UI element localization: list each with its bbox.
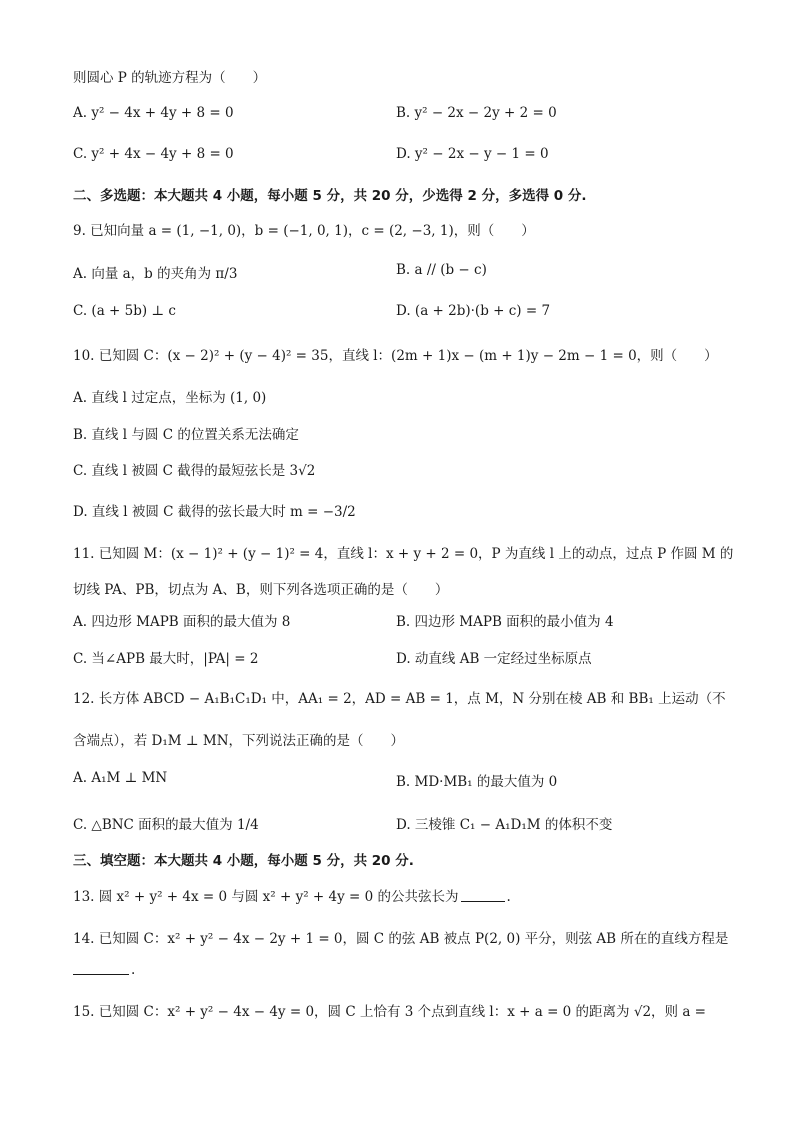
q11-option-c: C. 当∠APB 最大时，|PA| = 2 [73,651,259,667]
q9-option-b: B. a // (b − c) [396,262,487,278]
q11-option-b: B. 四边形 MAPB 面积的最小值为 4 [396,614,614,630]
q11-stem-line2: 切线 PA、PB，切点为 A、B，则下列各选项正确的是（ ） [73,582,449,598]
q8-option-b: B. y² − 2x − 2y + 2 = 0 [396,105,557,121]
q8-option-a: A. y² − 4x + 4y + 8 = 0 [73,105,234,121]
q10-option-a: A. 直线 l 过定点，坐标为 (1, 0) [73,390,267,406]
q9-option-c: C. (a + 5b) ⊥ c [73,303,176,319]
section-3-heading: 三、填空题：本大题共 4 小题，每小题 5 分，共 20 分. [73,853,414,869]
q10-stem: 10. 已知圆 C：(x − 2)² + (y − 4)² = 35，直线 l：(2m + 1)x − (m + 1)y − 2m − 1 = 0，则（ ） [73,348,718,364]
q11-option-d: D. 动直线 AB 一定经过坐标原点 [396,651,592,667]
q15-stem: 15. 已知圆 C：x² + y² − 4x − 4y = 0，圆 C 上恰有 3 个点到直线 l：x + a = 0 的距离为 √2，则 a = [73,1004,706,1020]
q8-option-c: C. y² + 4x − 4y + 8 = 0 [73,146,234,162]
q13 [73,885,511,905]
q12-option-c: C. △BNC 面积的最大值为 1/4 [73,817,259,833]
q9-option-d: D. (a + 2b)·(b + c) = 7 [396,303,551,319]
q9-option-a: A. 向量 a，b 的夹角为 π/3 [73,266,238,282]
q10-option-b: B. 直线 l 与圆 C 的位置关系无法确定 [73,427,299,443]
q12-stem-line1: 12. 长方体 ABCD − A₁B₁C₁D₁ 中，AA₁ = 2，AD = AB = 1，点 M，N 分别在棱 AB 和 BB₁ 上运动（不 [73,691,726,707]
q9-stem: 9. 已知向量 a = (1, −1, 0)，b = (−1, 0, 1)，c = (2, −3, 1)，则（ ） [73,223,535,239]
q13-stem: 13. 圆 x² + y² + 4x = 0 与圆 x² + y² + 4y = 0 的公共弦长为 [73,889,459,905]
q8-option-d: D. y² − 2x − y − 1 = 0 [396,146,549,162]
q14-stem: 14. 已知圆 C：x² + y² − 4x − 2y + 1 = 0，圆 C 的弦 AB 被点 P(2, 0) 平分，则弦 AB 所在的直线方程是 [73,931,729,947]
q11-option-a: A. 四边形 MAPB 面积的最大值为 8 [73,614,291,630]
q12-stem-line2: 含端点），若 D₁M ⊥ MN，下列说法正确的是（ ） [73,733,405,749]
section-2-heading: 二、多选题：本大题共 4 小题，每小题 5 分，共 20 分，少选得 2 分，多选得 0 分. [73,188,587,204]
q14-answer-line [73,962,135,978]
q14-end: . [131,962,136,978]
q12-option-d: D. 三棱锥 C₁ − A₁D₁M 的体积不变 [396,817,613,833]
q13-answer-blank [461,889,505,902]
q13-end: . [506,889,511,905]
q14-answer-blank [73,962,129,975]
q8-stem-tail: 则圆心 P 的轨迹方程为（ ） [73,70,267,86]
q11-stem-line1: 11. 已知圆 M：(x − 1)² + (y − 1)² = 4，直线 l：x + y + 2 = 0，P 为直线 l 上的动点，过点 P 作圆 M 的 [73,546,734,562]
q12-option-b: B. MD·MB₁ 的最大值为 0 [396,774,558,790]
q10-option-c: C. 直线 l 被圆 C 截得的最短弦长是 3√2 [73,463,316,479]
q12-option-a: A. A₁M ⊥ MN [73,770,168,786]
q10-option-d: D. 直线 l 被圆 C 截得的弦长最大时 m = −3/2 [73,504,356,520]
